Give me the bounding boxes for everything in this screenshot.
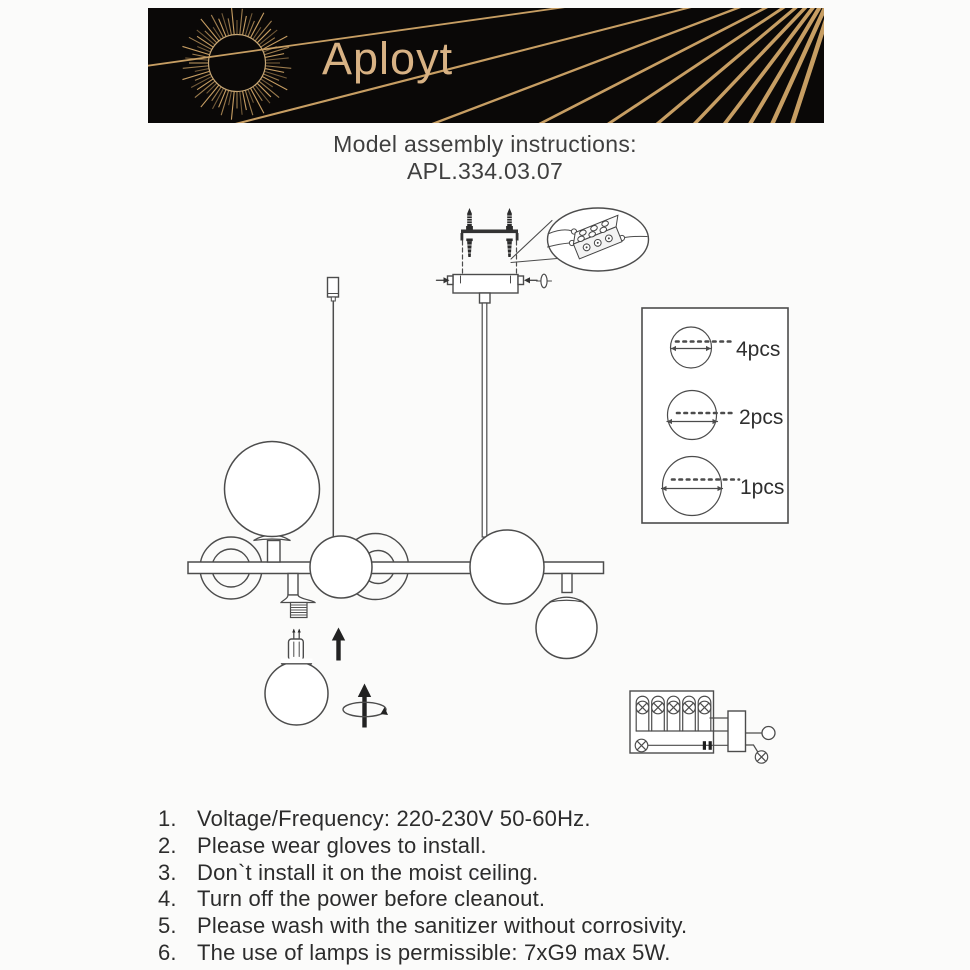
suspension-rod [482, 303, 487, 537]
assembly-diagram [150, 195, 830, 795]
terminal-block-callout [511, 208, 649, 271]
page-title [0, 131, 970, 185]
insert-arrow-icon [332, 628, 345, 661]
instruction-item [158, 913, 858, 940]
legend-qty-label: 1pcs [740, 476, 785, 499]
brand-logo-text: Aployt [322, 33, 454, 84]
instruction-number: 4. [158, 886, 177, 912]
title-line: Model assembly instructions: [333, 131, 637, 157]
banner-art [148, 8, 824, 123]
instruction-item [158, 886, 858, 913]
parts-legend-box [642, 308, 788, 523]
instruction-number: 2. [158, 832, 177, 858]
g9-bulb-icon [289, 629, 304, 660]
instruction-text: Turn off the power before cleanout. [197, 886, 546, 912]
lamp-socket [281, 574, 315, 618]
legend-qty-label: 2pcs [739, 406, 784, 429]
globe-right [470, 530, 544, 604]
instruction-text: The use of lamps is permissible: 7xG9 max 5W. [197, 939, 671, 965]
instruction-text: Please wash with the sanitizer without corrosivity. [197, 913, 688, 939]
instruction-text: Please wear gloves to install. [197, 832, 487, 858]
instruction-item [158, 860, 858, 887]
wall-anchors-icon [466, 239, 512, 258]
ceiling-canopy [448, 275, 524, 304]
model-number: APL.334.03.07 [406, 158, 564, 184]
instruction-text: Don`t install it on the moist ceiling. [197, 859, 539, 885]
lamp-symbol-external [755, 751, 767, 763]
globe-upper-left [225, 442, 320, 563]
instruction-item [158, 940, 858, 967]
instruction-item [158, 833, 858, 860]
instruction-text: Voltage/Frequency: 220-230V 50-60Hz. [197, 806, 591, 831]
instruction-number: 1. [158, 806, 177, 831]
instruction-number: 5. [158, 913, 177, 939]
legend-qty-label: 4pcs [736, 338, 781, 361]
instructions-list [158, 806, 858, 967]
cord-grip [328, 278, 339, 302]
twist-arrow-icon [343, 684, 388, 728]
globe-lower-right [536, 574, 597, 659]
ceiling-rose-symbol [762, 727, 775, 740]
instruction-number: 3. [158, 859, 177, 885]
sunburst-logo-icon [182, 8, 291, 120]
instruction-item [158, 806, 858, 833]
glass-globe-loose [265, 659, 328, 726]
instruction-number: 6. [158, 939, 177, 965]
sunburst-rays [182, 8, 291, 120]
brand-banner [148, 8, 824, 123]
globe-center [310, 536, 372, 598]
mounting-screws-icon [466, 208, 513, 230]
terminal-strip [728, 711, 746, 752]
wiring-diagram [630, 691, 775, 763]
